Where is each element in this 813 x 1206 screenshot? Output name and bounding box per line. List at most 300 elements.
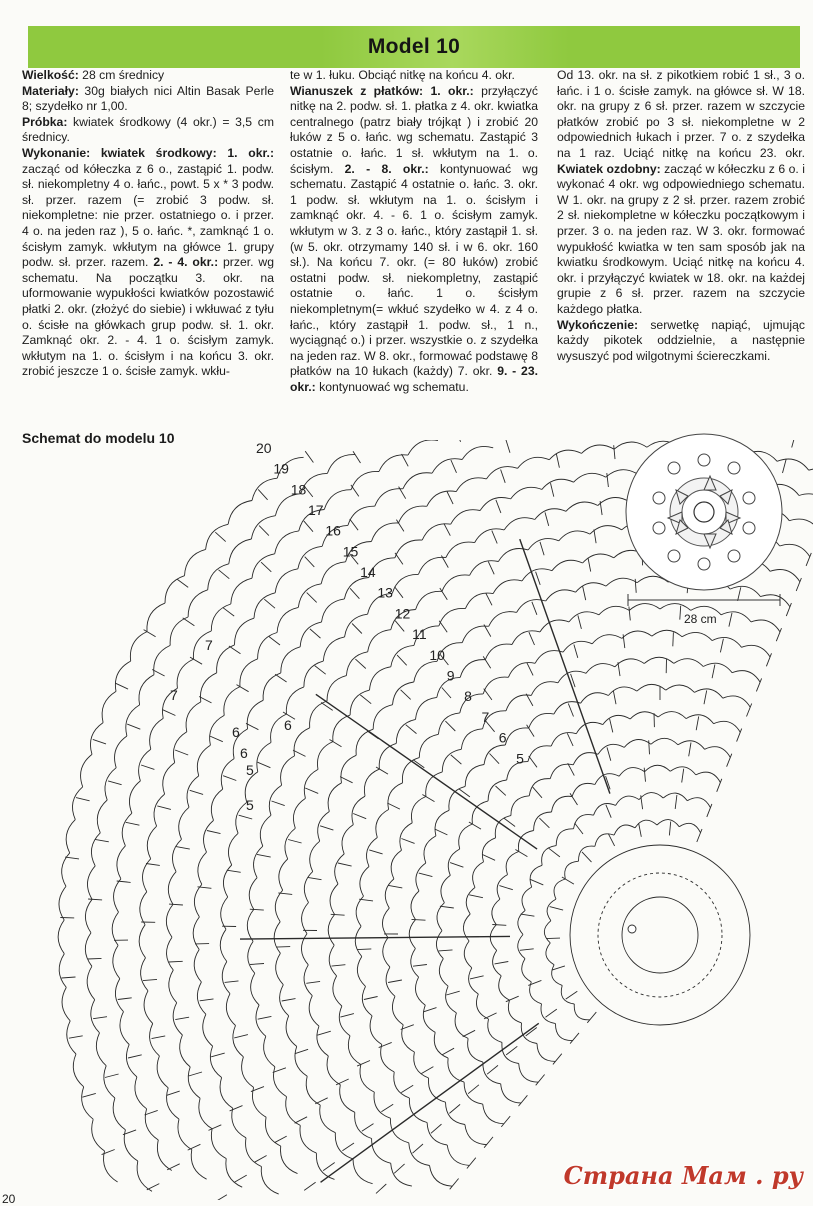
round-number: 16 (325, 523, 341, 539)
stitch-mark (574, 645, 578, 658)
instructions-column-2 (290, 68, 538, 395)
chain-arc (547, 899, 556, 921)
chain-arc (506, 852, 519, 875)
stitch-mark (439, 621, 447, 633)
stitch-mark (539, 818, 549, 828)
stitch-mark (484, 689, 492, 700)
chain-arc (682, 632, 712, 640)
chain-arc (530, 982, 542, 1004)
petal-axis (316, 694, 537, 849)
chain-arc (442, 575, 470, 591)
stitch-mark (549, 848, 560, 857)
chain-arc (370, 667, 391, 690)
stitch-mark (305, 451, 313, 462)
chain-arc (598, 744, 624, 754)
stitch-mark (484, 1013, 497, 1019)
stitch-mark (529, 632, 535, 645)
chain-arc (186, 702, 201, 732)
chain-arc (483, 677, 508, 694)
chain-arc (416, 863, 426, 891)
chain-arc (275, 569, 298, 593)
chain-arc (732, 671, 760, 682)
stitch-mark (639, 823, 642, 837)
chain-arc (473, 862, 484, 888)
stitch-mark (583, 587, 586, 601)
stitch-mark (406, 725, 417, 734)
stitch-mark (288, 840, 302, 844)
stitch-mark (729, 613, 732, 627)
chain-arc (150, 718, 164, 749)
chain-arc (87, 966, 95, 999)
stitch-mark (704, 690, 707, 704)
chain-arc (464, 941, 472, 968)
chain-arc (113, 945, 120, 978)
chain-arc (333, 976, 342, 1006)
chain-arc (483, 1062, 501, 1084)
stitch-mark (422, 795, 434, 802)
chain-arc (120, 1012, 129, 1045)
chain-arc (416, 591, 442, 609)
chain-arc (321, 562, 345, 584)
body-text: przer. wg schematu. Na początku 3. okr. na uformowanie wypukłości kwiatków pozostawić płatki 2. okr. (złożyć do siebie) i wkłuwać z tyłu o. ścisłe na główkach grup podw. sł. 1. okr. Zamknąć okr. 2. - 4. 1 o. ścisłym zamyk. wkłutym na 1. o. ścisłym i na końcu 3. okr. zrobić jeszcze 1 o. ścisłe zamyk. wkłu- (22, 255, 274, 378)
stitch-mark (455, 440, 460, 442)
stitch-mark (175, 750, 188, 755)
chain-arc (399, 506, 427, 523)
chain-arc (345, 614, 368, 637)
stitch-mark (568, 763, 575, 775)
chain-arc (742, 645, 771, 657)
round-number: 11 (412, 626, 427, 642)
chain-arc (226, 1159, 242, 1188)
chain-arc (105, 768, 116, 800)
stitch-mark (127, 724, 140, 729)
stitch-mark (545, 512, 549, 526)
stitch-mark (88, 899, 102, 900)
chain-arc (206, 524, 229, 549)
paragraph (22, 68, 274, 84)
chain-arc (126, 705, 140, 736)
stitch-mark (553, 1054, 562, 1065)
stitch-mark (546, 938, 560, 939)
chain-arc (169, 970, 177, 1003)
chain-arc (476, 994, 488, 1019)
chain-arc (492, 899, 500, 925)
stitch-mark (359, 899, 373, 901)
stitch-mark (332, 965, 346, 966)
stitch-mark (141, 765, 154, 769)
chain-arc (552, 796, 573, 812)
title-bar (28, 26, 800, 68)
chain-arc (616, 796, 640, 805)
chain-arc (418, 557, 446, 574)
chain-arc (512, 631, 540, 645)
chain-arc (442, 749, 461, 772)
stitch-mark (492, 925, 506, 926)
stitch-mark (618, 662, 620, 676)
chain-arc (323, 637, 344, 661)
scheme-title: Schemat do modelu 10 (22, 430, 174, 446)
stitch-mark (423, 1008, 436, 1012)
stitch-mark (435, 829, 448, 835)
chain-arc (549, 450, 581, 460)
chain-arc (274, 922, 280, 954)
stitch-mark (219, 570, 230, 579)
chain-arc (87, 866, 95, 899)
stitch-mark (259, 526, 269, 536)
chain-arc (194, 884, 201, 917)
chain-arc (809, 469, 813, 482)
chain-arc (328, 915, 334, 946)
chain-arc (419, 734, 438, 757)
chain-arc (356, 896, 363, 926)
stitch-mark (331, 914, 345, 915)
stitch-mark (570, 1033, 579, 1044)
chain-arc (448, 1058, 464, 1082)
chain-arc (293, 798, 305, 828)
chain-arc (328, 783, 341, 812)
stitch-mark (215, 1195, 227, 1200)
chain-arc (91, 833, 100, 866)
chain-arc (59, 954, 66, 988)
stitch-mark (360, 695, 371, 704)
chain-arc (411, 797, 425, 823)
bold-label: 9. - 23. okr.: (290, 364, 538, 394)
stitch-mark (396, 520, 404, 532)
stitch-mark (712, 665, 715, 679)
chain-arc (113, 1098, 125, 1130)
chain-arc (465, 765, 484, 787)
chain-arc (695, 689, 723, 698)
chain-arc (295, 1046, 307, 1076)
stitch-mark (157, 806, 171, 810)
chain-arc (242, 1057, 254, 1088)
chain-arc (126, 1045, 136, 1077)
chain-arc (82, 1087, 94, 1119)
stitch-mark (306, 981, 320, 983)
chain-arc (578, 846, 594, 861)
chain-arc (446, 986, 457, 1013)
paragraph (290, 84, 538, 396)
chain-arc (62, 987, 70, 1020)
chain-arc (480, 497, 511, 510)
stitch-mark (175, 1017, 189, 1019)
chain-arc (261, 1167, 278, 1195)
stitch-mark (720, 639, 723, 653)
stitch-mark (449, 1104, 460, 1113)
chain-arc (475, 529, 505, 543)
stitch-mark (176, 847, 190, 850)
stitch-mark (357, 949, 371, 950)
chain-arc (168, 872, 176, 905)
chain-arc (436, 931, 443, 959)
stitch-mark (482, 855, 495, 861)
chain-arc (556, 829, 573, 846)
chain-arc (674, 659, 703, 667)
stitch-mark (582, 852, 592, 862)
stitch-mark (169, 961, 183, 962)
stitch-mark (401, 839, 414, 844)
chain-arc (200, 673, 216, 702)
chain-arc (228, 833, 238, 865)
stitch-mark (261, 562, 271, 572)
chain-arc (137, 1161, 152, 1191)
stitch-mark (189, 1072, 202, 1076)
chain-arc (102, 691, 116, 722)
chain-arc (489, 612, 517, 627)
chain-arc (714, 721, 741, 732)
chain-arc (188, 590, 208, 617)
stitch-mark (237, 685, 249, 692)
stitch-mark (506, 1046, 517, 1055)
chain-arc (679, 823, 700, 832)
chain-arc (488, 780, 507, 801)
stitch-mark (413, 1144, 424, 1153)
chain-arc (493, 580, 522, 594)
stitch-mark (310, 629, 321, 638)
chain-arc (251, 973, 259, 1005)
stitch-mark (575, 823, 584, 834)
chain-arc (465, 1125, 487, 1145)
stitch-mark (566, 991, 578, 999)
chain-arc (300, 622, 321, 647)
stitch-mark (235, 1175, 247, 1182)
chain-arc (462, 446, 493, 459)
chain-arc (432, 459, 462, 474)
chain-arc (414, 1052, 429, 1078)
chain-arc (449, 786, 465, 810)
chain-arc (310, 841, 320, 871)
chain-arc (173, 732, 186, 763)
chain-arc (234, 618, 254, 645)
stitch-mark (225, 981, 239, 983)
chain-arc (608, 687, 637, 696)
chain-arc (203, 1014, 213, 1046)
chain-arc (535, 651, 563, 664)
chain-arc (154, 645, 171, 674)
chain-arc (424, 836, 436, 863)
chain-arc (705, 747, 731, 758)
stitch-mark (295, 1049, 308, 1053)
chain-arc (544, 921, 551, 943)
instructions-column-3 (557, 68, 805, 364)
stitch-mark (340, 777, 353, 783)
stitch-mark (520, 949, 534, 951)
chain-arc (281, 647, 300, 673)
chain-arc (441, 875, 450, 902)
stitch-mark (315, 666, 326, 675)
chain-arc (639, 793, 663, 800)
body-text: zacząć w kółeczku z 6 o. i wykonać 4 okr. wg odpowiedniego schematu. W 1. okr. na grupy z 2 sł. przer. razem zrobić 2 sł. niekompletne w kółeczku początkowym i przer. 3 o. na jeden raz. W 3. okr. formować wypukłość kwiatka w ten sam sposób jak na kwiatku środkowym. Uciąć nitkę na końcu 4. okr. i przyłączyć kwiatek w 18. okr. na każdej grupie z 6 sł. przer. razem na szczycie każdego płatka. (557, 162, 805, 316)
stitch-mark (274, 1136, 286, 1143)
chain-arc (373, 705, 392, 730)
chain-arc (409, 920, 415, 949)
petal-round-number: 5 (246, 797, 254, 813)
round-number: 15 (343, 543, 359, 559)
chain-arc (368, 630, 391, 652)
stitch-mark (250, 909, 264, 910)
chain-arc (554, 702, 581, 714)
stitch-mark (163, 710, 176, 716)
stitch-mark (488, 562, 494, 575)
chain-arc (392, 996, 403, 1024)
doily-thumbnail (614, 430, 794, 610)
chain-arc (304, 661, 323, 687)
chain-arc (504, 518, 535, 530)
chain-arc (318, 812, 330, 842)
round-number: 12 (395, 605, 411, 621)
chain-arc (614, 825, 635, 835)
stitch-mark (527, 663, 533, 676)
stitch-mark (530, 879, 543, 885)
chain-arc (154, 794, 165, 826)
chain-arc (317, 742, 332, 770)
chain-arc (488, 1019, 502, 1042)
chain-arc (306, 1076, 320, 1105)
chain-arc (351, 471, 379, 489)
chain-arc (355, 926, 362, 956)
chain-arc (335, 854, 345, 884)
round-number: 18 (291, 481, 307, 497)
chain-arc (529, 713, 554, 728)
round-number: 6 (499, 730, 507, 746)
stitch-mark (304, 1182, 315, 1190)
stitch-mark (254, 1156, 266, 1163)
stitch-mark (350, 588, 359, 598)
watermark: Страна Мам . ру (564, 1161, 803, 1190)
petal-axis (520, 539, 610, 794)
stitch-mark (250, 964, 264, 965)
chain-arc (464, 1082, 483, 1104)
stitch-mark (177, 579, 188, 587)
chain-arc (247, 909, 254, 941)
chain-arc (414, 661, 437, 682)
chain-arc (712, 637, 741, 647)
chain-arc (66, 820, 75, 853)
chain-arc (223, 865, 231, 897)
chain-arc (211, 1129, 226, 1159)
chain-arc (687, 798, 710, 808)
chain-arc (563, 641, 592, 652)
stitch-mark (413, 965, 427, 967)
stitch-mark (336, 1079, 349, 1085)
body-text: serwetkę napiąć, ujmując każdy pikotek oddzielnie, a następnie wysuszyć pod wilgotnymi ściereczkami. (557, 318, 805, 363)
chain-arc (652, 630, 682, 637)
chain-arc (191, 1150, 206, 1180)
chain-arc (252, 554, 275, 578)
chain-arc (167, 1088, 179, 1119)
chain-arc (221, 897, 228, 929)
chain-arc (635, 820, 657, 828)
chain-arc (124, 1130, 138, 1161)
chain-arc (555, 1024, 572, 1041)
chain-arc (423, 1005, 435, 1032)
chain-arc (666, 685, 695, 692)
chain-arc (499, 976, 510, 1000)
chain-arc (286, 1016, 297, 1047)
chain-arc (97, 800, 107, 833)
chain-arc (466, 888, 475, 915)
page-number: 20 (2, 1192, 15, 1206)
chain-arc (324, 490, 351, 510)
chain-arc (518, 935, 525, 959)
chain-arc (522, 959, 532, 982)
petal-round-number: 7 (170, 687, 178, 703)
chain-arc (199, 1098, 212, 1129)
chain-arc (122, 813, 132, 846)
chain-arc (92, 1119, 105, 1151)
chain-arc (258, 633, 278, 659)
stitch-mark (450, 863, 463, 868)
chain-arc (300, 1125, 316, 1153)
stitch-mark (143, 979, 157, 980)
size-label: 28 cm (684, 612, 717, 626)
chain-arc (167, 937, 174, 970)
chain-arc (260, 815, 271, 846)
stitch-mark (62, 977, 76, 978)
bold-label: Wykonanie: kwiatek środkowy: 1. okr.: (22, 146, 274, 160)
stitch-mark (431, 1124, 442, 1133)
stitch-mark (229, 646, 241, 654)
chain-arc (130, 632, 147, 662)
center-ring-outer (598, 873, 722, 997)
chain-arc (434, 1032, 448, 1058)
chain-arc (651, 738, 678, 745)
chain-arc (446, 1102, 465, 1124)
stitch-mark (484, 1137, 493, 1148)
chain-arc (657, 820, 679, 827)
chain-arc (518, 457, 550, 468)
chain-arc (330, 884, 338, 915)
chain-arc (381, 1044, 395, 1072)
paragraph (290, 68, 538, 84)
chain-arc (552, 560, 583, 570)
stitch-mark (308, 877, 322, 879)
stitch-mark (315, 1098, 328, 1104)
chain-arc (59, 886, 66, 920)
stitch-mark (269, 637, 280, 646)
chain-arc (391, 850, 401, 879)
chain-arc (427, 491, 456, 506)
petal-round-number: 5 (246, 762, 254, 778)
bold-label: Materiały: (22, 84, 79, 98)
chain-arc (221, 759, 234, 790)
chain-arc (408, 440, 438, 455)
chain-arc (624, 739, 651, 747)
stitch-mark (486, 593, 492, 605)
chain-arc (385, 879, 394, 908)
stitch-mark (401, 690, 411, 700)
stitch-mark (342, 1143, 354, 1151)
chain-arc (447, 1145, 469, 1165)
stitch-mark (82, 1093, 96, 1097)
stitch-mark (167, 1164, 180, 1170)
stitch-mark (323, 1163, 335, 1171)
chain-arc (364, 769, 379, 796)
bold-label: Kwiatek ozdobny: (557, 162, 661, 176)
stitch-mark (257, 854, 271, 857)
chain-arc (501, 1084, 521, 1103)
stitch-mark (673, 632, 674, 646)
chain-arc (304, 872, 312, 903)
stitch-mark (88, 958, 102, 959)
chain-arc (495, 816, 511, 838)
chain-arc (275, 890, 282, 922)
chain-arc (194, 950, 201, 983)
stitch-mark (401, 1085, 413, 1092)
chain-arc (139, 749, 151, 781)
stitch-mark (607, 747, 611, 760)
chain-arc (388, 783, 403, 810)
